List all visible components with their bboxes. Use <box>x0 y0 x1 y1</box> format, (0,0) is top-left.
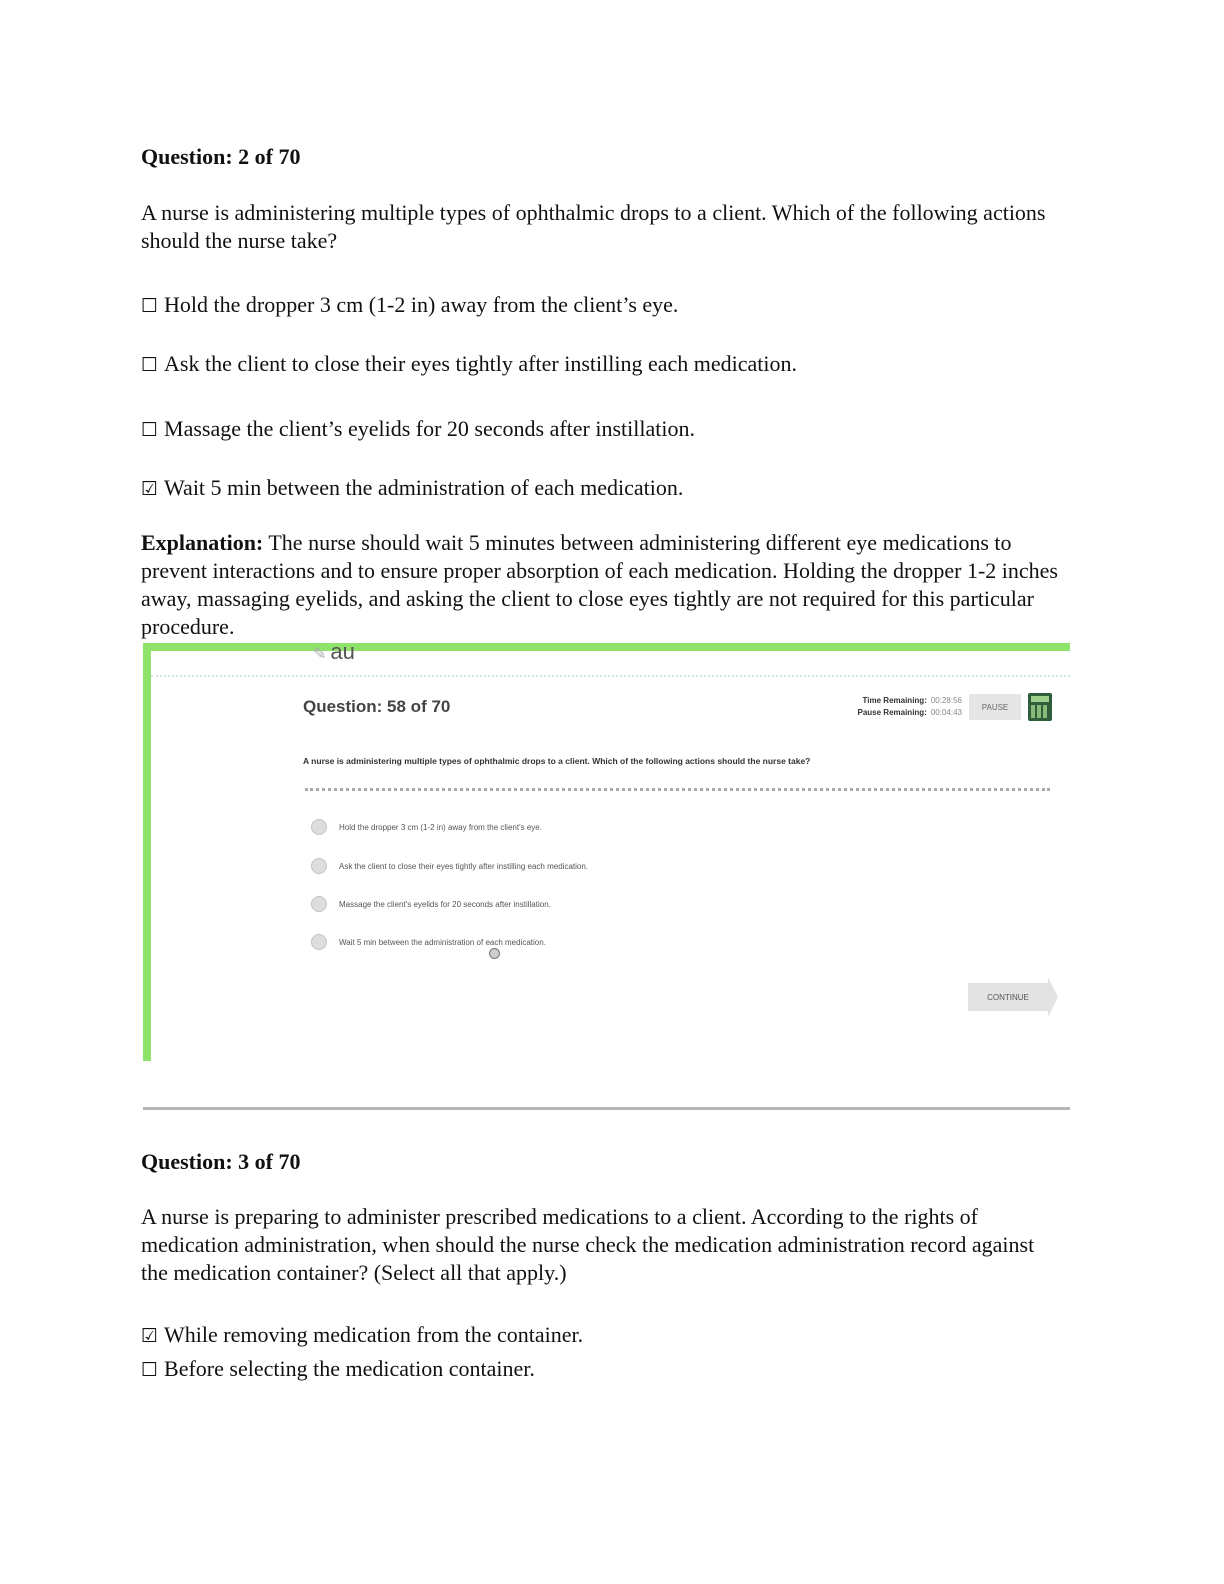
question-2-stem: A nurse is administering multiple types of ophthalmic drops to a client. Which of the following actions should the nurse take? <box>141 200 1046 253</box>
screenshot-question-title: Question: 58 of 70 <box>303 697 451 716</box>
unchecked-box-icon[interactable]: ☐ <box>141 419 159 441</box>
continue-button[interactable]: CONTINUE <box>968 983 1048 1011</box>
exam-screenshot <box>143 643 1070 1061</box>
unchecked-box-icon[interactable]: ☐ <box>141 295 159 317</box>
unchecked-box-icon[interactable]: ☐ <box>141 1359 159 1381</box>
checked-box-icon[interactable]: ☑ <box>141 478 159 500</box>
mouse-cursor-icon <box>489 948 500 959</box>
question-2-option-1[interactable] <box>141 292 678 318</box>
question-2-heading: Question: 2 of 70 <box>141 144 301 169</box>
option-text: Ask the client to close their eyes tightly after instilling each medication. <box>164 351 797 376</box>
pause-button[interactable]: PAUSE <box>969 694 1021 720</box>
question-3-option-1[interactable] <box>141 1322 583 1348</box>
option-text: Hold the dropper 3 cm (1-2 in) away from the client’s eye. <box>164 292 679 317</box>
checked-box-icon[interactable]: ☑ <box>141 1325 159 1347</box>
screenshot-question-stem: A nurse is administering multiple types of ophthalmic drops to a client. Which of the following actions should the nurse take? <box>303 756 811 766</box>
radio-button[interactable] <box>311 858 327 874</box>
screenshot-option-1[interactable]: Hold the dropper 3 cm (1-2 in) away from the client's eye. <box>311 819 542 835</box>
question-2-explanation <box>141 529 1073 641</box>
question-3-option-2[interactable] <box>141 1356 535 1382</box>
time-remaining: Time Remaining: 00:28:56 <box>862 696 962 705</box>
question-2-option-4[interactable] <box>141 475 683 501</box>
header-divider <box>151 675 1070 677</box>
radio-button[interactable] <box>311 934 327 950</box>
logo: ✎ au <box>313 643 355 664</box>
radio-button[interactable] <box>311 896 327 912</box>
pen-icon: ✎ <box>313 646 327 663</box>
radio-button[interactable] <box>311 819 327 835</box>
timers <box>836 695 962 719</box>
explanation-label: Explanation: <box>141 530 264 555</box>
screenshot-option-4[interactable]: Wait 5 min between the administration of each medication. <box>311 934 546 950</box>
option-text: While removing medication from the container. <box>164 1322 584 1347</box>
question-2-option-2[interactable] <box>141 351 797 377</box>
screenshot-option-2[interactable]: Ask the client to close their eyes tightly after instilling each medication. <box>311 858 588 874</box>
accent-top-bar <box>143 643 1070 651</box>
explanation-text: The nurse should wait 5 minutes between administering different eye medications to prevent interactions and to ensure proper absorption of each medication. Holding the dropper 1-2 inches away, massaging eyelids, and asking the client to close eyes tightly are not required for this particular procedure. <box>141 530 1058 639</box>
continue-arrow-icon[interactable] <box>1048 977 1058 1017</box>
calculator-icon[interactable] <box>1028 693 1052 721</box>
option-text: Wait 5 min between the administration of each medication. <box>164 475 684 500</box>
screenshot-option-3[interactable]: Massage the client's eyelids for 20 seconds after instillation. <box>311 896 551 912</box>
question-3-heading: Question: 3 of 70 <box>141 1149 301 1174</box>
unchecked-box-icon[interactable]: ☐ <box>141 354 159 376</box>
section-divider <box>143 1107 1070 1110</box>
dotted-divider <box>305 788 1050 791</box>
pause-remaining: Pause Remaining: 00:04:43 <box>857 708 962 717</box>
question-3-stem: A nurse is preparing to administer prescribed medications to a client. According to the rights of medication administration, when should the nurse check the medication administration record against the medication container? (Select all that apply.) <box>141 1204 1035 1285</box>
option-text: Massage the client’s eyelids for 20 seconds after instillation. <box>164 416 695 441</box>
option-text: Before selecting the medication container. <box>164 1356 535 1381</box>
question-2-option-3[interactable] <box>141 416 695 442</box>
accent-left-bar <box>143 643 151 1061</box>
